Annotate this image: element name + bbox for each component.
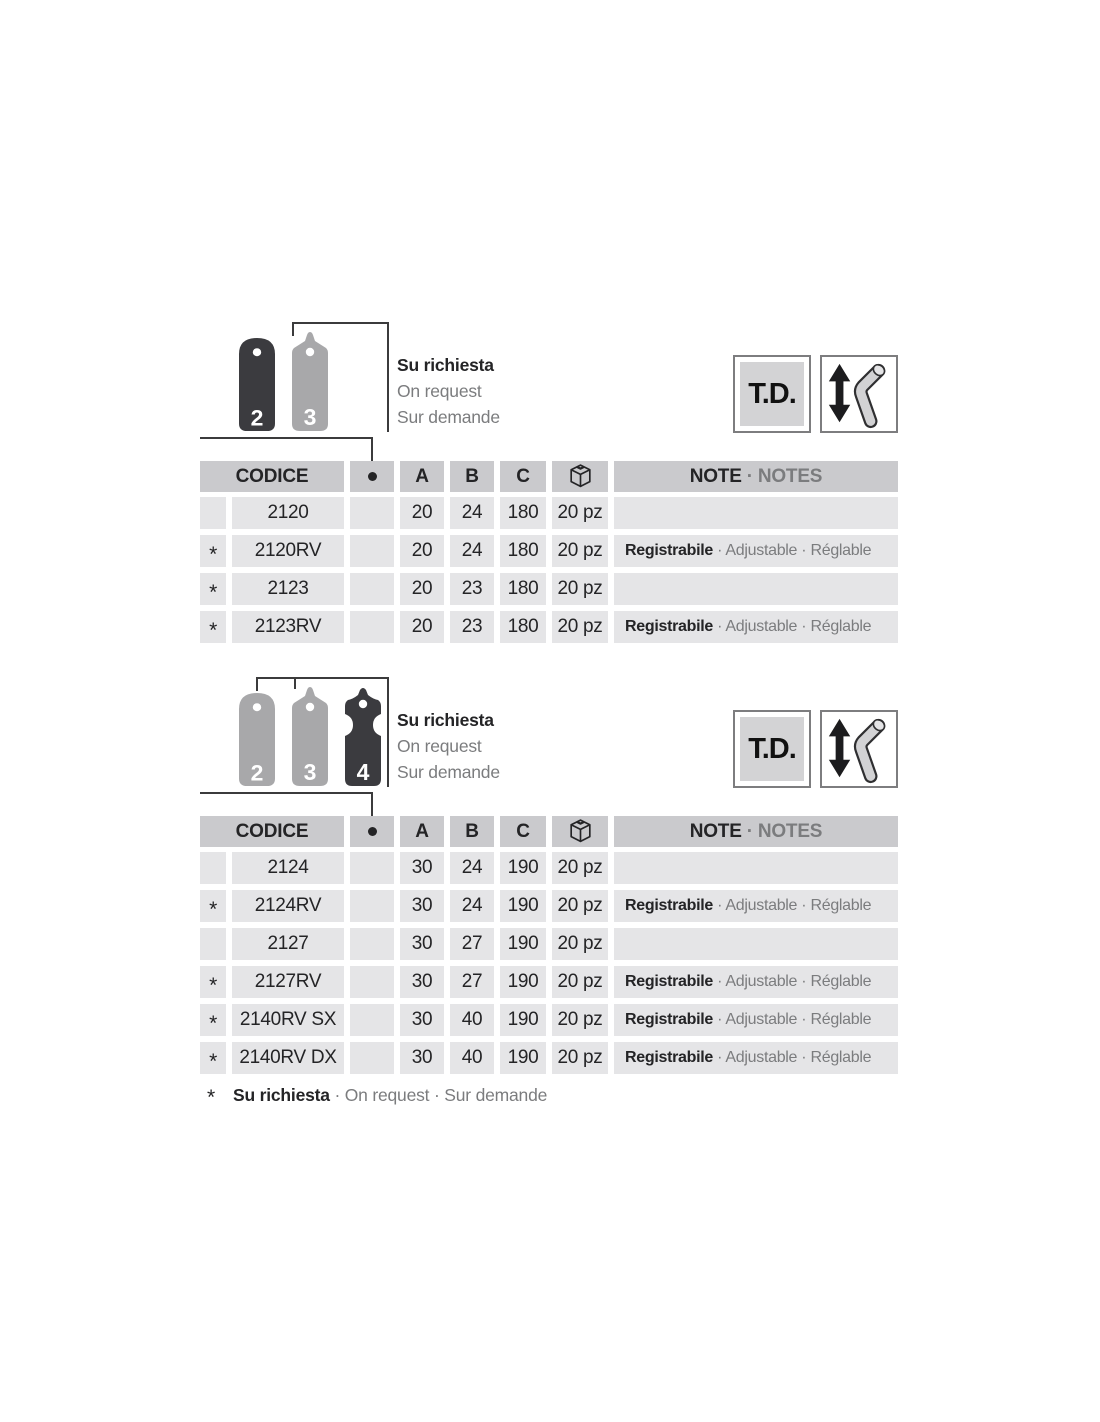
table-row	[200, 497, 898, 529]
row-note	[614, 573, 898, 605]
product-table-1	[200, 461, 898, 649]
pivot-dot	[306, 348, 314, 356]
row-bullet-cell	[350, 1042, 394, 1074]
hex-key-double-arrow-icon	[823, 713, 895, 785]
row-note: Registrabile · Adjustable · Réglable	[614, 535, 898, 567]
table-row	[200, 966, 898, 998]
footnote-it: Su richiesta	[232, 1085, 330, 1105]
row-availability-star: *	[200, 573, 226, 605]
package-icon	[567, 817, 594, 846]
tag-number: 3	[303, 759, 317, 785]
row-dim-c: 180	[500, 535, 546, 567]
row-pack-qty: 20 pz	[552, 497, 608, 529]
row-note: Registrabile · Adjustable · Réglable	[614, 890, 898, 922]
row-dim-a: 30	[400, 890, 444, 922]
row-dim-a: 30	[400, 966, 444, 998]
header-c: C	[500, 816, 546, 847]
row-note	[614, 928, 898, 960]
row-dim-a: 20	[400, 497, 444, 529]
bracket-top	[256, 677, 389, 679]
row-pack-qty: 20 pz	[552, 611, 608, 643]
connector-horizontal	[200, 437, 373, 439]
table-row	[200, 1042, 898, 1074]
pivot-dot	[359, 700, 367, 708]
bullet-dot	[368, 827, 377, 836]
table-row	[200, 535, 898, 567]
adjustment-pictogram	[820, 710, 898, 788]
row-bullet-cell	[350, 573, 394, 605]
row-dim-b: 23	[450, 611, 494, 643]
row-bullet-cell	[350, 966, 394, 998]
request-it: Su richiesta	[397, 355, 494, 375]
row-code: 2120	[232, 497, 344, 529]
table-row	[200, 890, 898, 922]
table-row	[200, 611, 898, 643]
footnote-star: *	[207, 1086, 215, 1109]
row-code: 2127	[232, 928, 344, 960]
header-bullet	[350, 816, 394, 847]
row-bullet-cell	[350, 890, 394, 922]
row-code: 2124RV	[232, 890, 344, 922]
request-it: Su richiesta	[397, 710, 494, 730]
bullet-dot	[368, 472, 377, 481]
row-dim-a: 30	[400, 852, 444, 884]
header-pack	[552, 816, 608, 847]
row-dim-b: 40	[450, 1042, 494, 1074]
row-dim-a: 30	[400, 1004, 444, 1036]
row-code: 2140RV SX	[232, 1004, 344, 1036]
row-code: 2120RV	[232, 535, 344, 567]
row-dim-a: 20	[400, 611, 444, 643]
request-fr: Sur demande	[397, 407, 500, 427]
row-dim-b: 24	[450, 852, 494, 884]
row-bullet-cell	[350, 1004, 394, 1036]
table-header	[200, 816, 898, 847]
row-bullet-cell	[350, 535, 394, 567]
row-availability-star: *	[200, 611, 226, 643]
row-code: 2127RV	[232, 966, 344, 998]
row-dim-a: 20	[400, 573, 444, 605]
row-dim-c: 190	[500, 928, 546, 960]
row-availability-star: *	[200, 966, 226, 998]
row-dim-a: 30	[400, 1042, 444, 1074]
header-bullet	[350, 461, 394, 492]
row-pack-qty: 20 pz	[552, 890, 608, 922]
availability-footnote	[207, 1083, 547, 1107]
double-arrow-icon	[829, 364, 850, 422]
header-note: NOTE · NOTES	[614, 816, 898, 847]
table-body	[200, 852, 898, 1074]
tag-number: 2	[250, 760, 264, 786]
header-b: B	[450, 816, 494, 847]
row-code: 2123	[232, 573, 344, 605]
row-note	[614, 497, 898, 529]
request-note	[397, 707, 617, 785]
row-dim-c: 180	[500, 611, 546, 643]
row-note: Registrabile · Adjustable · Réglable	[614, 966, 898, 998]
row-availability-star: *	[200, 890, 226, 922]
row-pack-qty: 20 pz	[552, 1042, 608, 1074]
row-dim-a: 30	[400, 928, 444, 960]
row-dim-c: 190	[500, 966, 546, 998]
row-code: 2123RV	[232, 611, 344, 643]
row-dim-b: 27	[450, 966, 494, 998]
header-pack	[552, 461, 608, 492]
header-codice: CODICE	[200, 816, 344, 847]
header-a: A	[400, 816, 444, 847]
header-b: B	[450, 461, 494, 492]
row-dim-b: 23	[450, 573, 494, 605]
package-icon	[567, 462, 594, 491]
bracket-top	[292, 322, 389, 324]
adjustment-pictogram	[820, 355, 898, 433]
tag-number: 2	[250, 405, 264, 431]
header-c: C	[500, 461, 546, 492]
td-label: T.D.	[748, 732, 796, 765]
tag-shape-2-dark	[237, 337, 277, 432]
tag-shape-3-light	[290, 686, 330, 787]
row-dim-c: 190	[500, 852, 546, 884]
bracket-tick	[292, 322, 294, 336]
row-code: 2140RV DX	[232, 1042, 344, 1074]
row-note: Registrabile · Adjustable · Réglable	[614, 611, 898, 643]
tag-shape-4-dark	[343, 686, 383, 787]
header-note: NOTE · NOTES	[614, 461, 898, 492]
footnote-alt: · On request · Sur demande	[329, 1085, 548, 1105]
request-en: On request	[397, 736, 482, 756]
row-bullet-cell	[350, 497, 394, 529]
tag-number: 3	[303, 404, 317, 430]
row-bullet-cell	[350, 852, 394, 884]
row-pack-qty: 20 pz	[552, 928, 608, 960]
request-note	[397, 352, 617, 430]
pivot-dot	[253, 348, 261, 356]
header-codice: CODICE	[200, 461, 344, 492]
row-bullet-cell	[350, 611, 394, 643]
row-pack-qty: 20 pz	[552, 573, 608, 605]
row-dim-b: 24	[450, 535, 494, 567]
td-label: T.D.	[748, 377, 796, 410]
row-dim-c: 180	[500, 497, 546, 529]
product-table-2	[200, 816, 898, 1080]
tag-shape-2-light	[237, 692, 277, 787]
row-availability-star	[200, 497, 226, 529]
row-dim-b: 40	[450, 1004, 494, 1036]
tag-number: 4	[356, 759, 370, 785]
bracket-side	[387, 677, 389, 787]
connector-horizontal	[200, 792, 373, 794]
row-dim-b: 24	[450, 497, 494, 529]
request-fr: Sur demande	[397, 762, 500, 782]
td-badge	[733, 355, 811, 433]
row-dim-c: 190	[500, 1042, 546, 1074]
bracket-tick	[256, 677, 258, 691]
row-availability-star: *	[200, 1042, 226, 1074]
row-dim-c: 190	[500, 890, 546, 922]
row-note: Registrabile · Adjustable · Réglable	[614, 1042, 898, 1074]
table-row	[200, 852, 898, 884]
row-dim-a: 20	[400, 535, 444, 567]
row-pack-qty: 20 pz	[552, 535, 608, 567]
row-availability-star	[200, 852, 226, 884]
table-body	[200, 497, 898, 643]
row-dim-b: 24	[450, 890, 494, 922]
row-pack-qty: 20 pz	[552, 1004, 608, 1036]
pivot-dot	[306, 703, 314, 711]
row-dim-c: 180	[500, 573, 546, 605]
table-row	[200, 928, 898, 960]
row-availability-star	[200, 928, 226, 960]
row-bullet-cell	[350, 928, 394, 960]
table-row	[200, 573, 898, 605]
bracket-side	[387, 322, 389, 432]
row-code: 2124	[232, 852, 344, 884]
header-a: A	[400, 461, 444, 492]
pivot-dot	[253, 703, 261, 711]
row-dim-c: 190	[500, 1004, 546, 1036]
row-pack-qty: 20 pz	[552, 852, 608, 884]
row-availability-star: *	[200, 535, 226, 567]
double-arrow-icon	[829, 719, 850, 777]
table-header	[200, 461, 898, 492]
row-availability-star: *	[200, 1004, 226, 1036]
hex-key-double-arrow-icon	[823, 358, 895, 430]
row-note: Registrabile · Adjustable · Réglable	[614, 1004, 898, 1036]
row-pack-qty: 20 pz	[552, 966, 608, 998]
row-note	[614, 852, 898, 884]
table-row	[200, 1004, 898, 1036]
td-badge	[733, 710, 811, 788]
tag-shape-3-light	[290, 331, 330, 432]
request-en: On request	[397, 381, 482, 401]
row-dim-b: 27	[450, 928, 494, 960]
